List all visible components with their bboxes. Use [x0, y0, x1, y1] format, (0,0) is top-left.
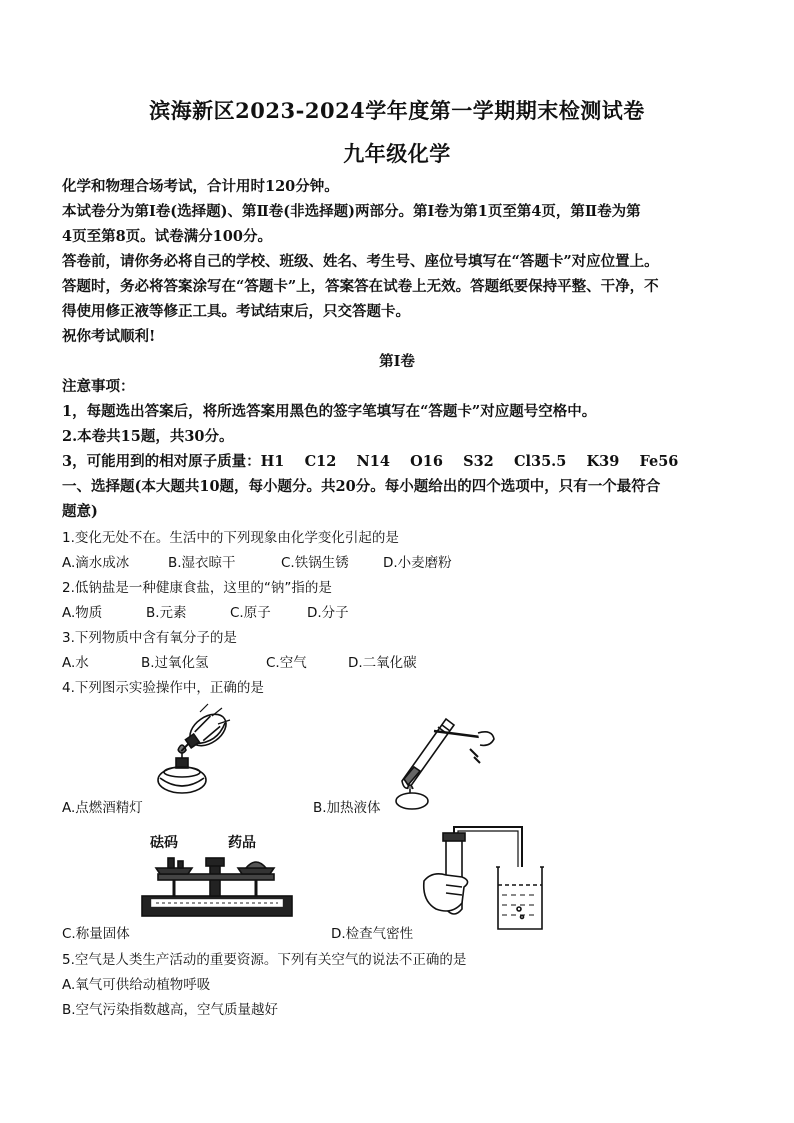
note-3: 3，可能用到的相对原子质量：H1 C12 N14 O16 S32 Cl35.5 K39 Fe56	[62, 453, 679, 470]
intro-line-1: 化学和物理合场考试，合计用时120分钟。	[62, 178, 339, 195]
airtightness-check-figure	[418, 825, 558, 935]
question-5-option-a: A.氧气可供给动植物呼吸	[62, 977, 211, 993]
question-4-option-b: B.加热液体	[313, 800, 381, 816]
section-title: 第Ⅰ卷	[379, 353, 415, 370]
notes-title: 注意事项：	[62, 378, 135, 395]
exam-subtitle: 九年级化学	[343, 141, 451, 166]
question-3-option-c: C.空气	[266, 655, 307, 671]
question-4-option-c: C.称量固体	[62, 926, 130, 942]
question-2-option-c: C.原子	[230, 605, 271, 621]
question-3-option-a: A.水	[62, 655, 89, 671]
question-2-option-a: A.物质	[62, 605, 103, 621]
exam-title: 滨海新区2023-2024学年度第一学期期末检测试卷	[149, 98, 645, 123]
note-2: 2.本卷共15题，共30分。	[62, 428, 234, 445]
question-1-stem: 1.变化无处不在。生活中的下列现象由化学变化引起的是	[62, 530, 399, 546]
question-3-option-b: B.过氧化氢	[141, 655, 209, 671]
question-1-option-b: B.湿衣晾干	[168, 555, 236, 571]
question-2-stem: 2.低钠盐是一种健康食盐，这里的“钠”指的是	[62, 580, 332, 596]
intro-line-6: 得使用修正液等修正工具。考试结束后，只交答题卡。	[62, 303, 410, 320]
intro-line-2: 本试卷分为第Ⅰ卷(选择题)、第Ⅱ卷(非选择题)两部分。第Ⅰ卷为第1页至第4页，第Ⅱ卷为第	[62, 203, 641, 220]
question-5-stem: 5.空气是人类生产活动的重要资源。下列有关空气的说法不正确的是	[62, 952, 467, 968]
question-1-option-c: C.铁锅生锈	[281, 555, 349, 571]
balance-scale-figure	[138, 850, 298, 922]
intro-line-5: 答题时，务必将答案涂写在“答题卡”上，答案答在试卷上无效。答题纸要保持平整、干净，不	[62, 278, 659, 295]
question-4-option-d: D.检查气密性	[331, 926, 414, 942]
intro-line-4: 答卷前，请你务必将自己的学校、班级、姓名、考生号、座位号填写在“答题卡”对应位置上。	[62, 253, 659, 270]
heating-liquid-figure	[390, 705, 500, 805]
question-1-option-a: A.滴水成冰	[62, 555, 130, 571]
question-4-option-a: A.点燃酒精灯	[62, 800, 143, 816]
alcohol-lamp-lighting-figure	[148, 700, 258, 800]
intro-line-7: 祝你考试顺利!	[62, 328, 156, 345]
part1-instructions-cont: 题意)	[62, 503, 98, 520]
question-3-stem: 3.下列物质中含有氧分子的是	[62, 630, 237, 646]
question-3-option-d: D.二氧化碳	[348, 655, 417, 671]
question-1-option-d: D.小麦磨粉	[383, 555, 452, 571]
balance-right-label: 药品	[228, 835, 256, 851]
question-2-option-b: B.元素	[146, 605, 187, 621]
question-5-option-b: B.空气污染指数越高，空气质量越好	[62, 1002, 279, 1018]
part1-instructions: 一、选择题(本大题共10题，每小题分。共20分。每小题给出的四个选项中，只有一个最符合	[62, 478, 661, 495]
note-1: 1，每题选出答案后，将所选答案用黑色的签字笔填写在“答题卡”对应题号空格中。	[62, 403, 597, 420]
question-4-stem: 4.下列图示实验操作中，正确的是	[62, 680, 264, 696]
intro-line-3: 4页至第8页。试卷满分100分。	[62, 228, 272, 245]
question-2-option-d: D.分子	[307, 605, 349, 621]
balance-left-label: 砝码	[150, 835, 178, 851]
